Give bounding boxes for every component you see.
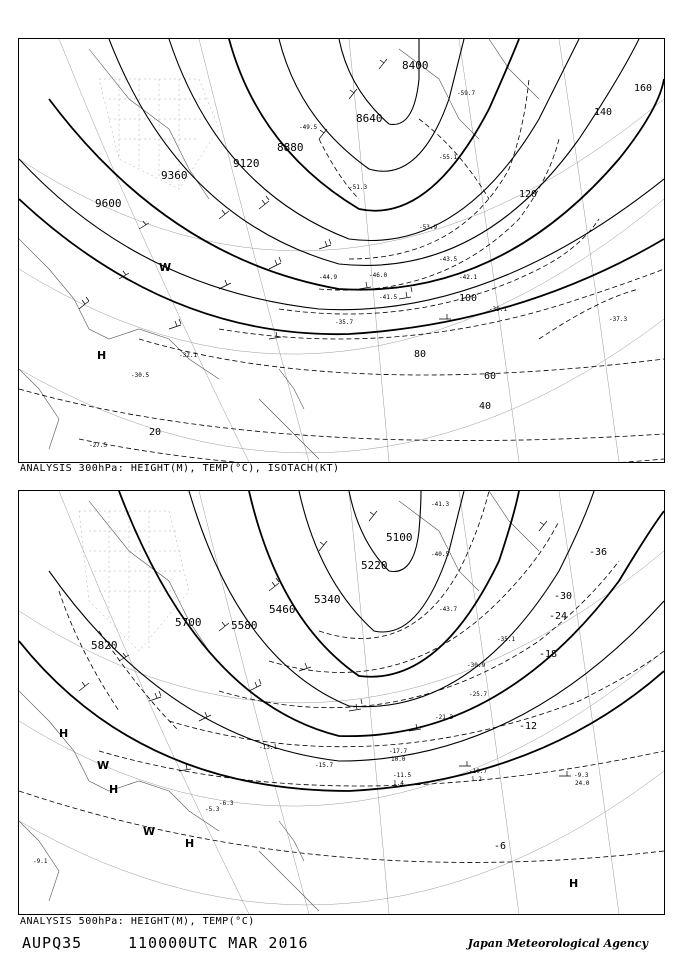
station-value: -43.7 [439, 606, 458, 613]
high-pressure-marker: H [59, 727, 69, 740]
station-value: -9.1 [33, 858, 48, 865]
station-value: -17.7 [389, 748, 408, 755]
station-value: -40.5 [431, 551, 450, 558]
isotach-label: 160 [634, 83, 653, 94]
station-value: -30.9 [467, 662, 486, 669]
height-label: 5340 [314, 593, 341, 606]
station-value: -6.3 [219, 800, 234, 807]
station-value: -10.7 [469, 768, 488, 775]
warm-marker: W [97, 759, 110, 772]
warm-marker: W [159, 261, 172, 274]
station-value: 10.0 [391, 756, 406, 763]
map-panel-500hpa [18, 490, 665, 915]
high-pressure-marker: H [109, 783, 119, 796]
isotach-label: 140 [594, 107, 613, 118]
height-contours [19, 39, 664, 334]
temperature-label: -24 [549, 611, 568, 622]
caption-500hpa: ANALYSIS 500hPa: HEIGHT(M), TEMP(°C) [20, 916, 255, 927]
isotach-label: 20 [149, 427, 162, 438]
station-value: -43.5 [439, 256, 458, 263]
high-pressure-marker: H [185, 837, 195, 850]
high-pressure-marker: H [97, 349, 107, 362]
height-label: 5700 [175, 616, 202, 629]
station-value: -41.5 [379, 294, 398, 301]
map-500hpa-svg [19, 491, 664, 914]
station-value: -35.7 [335, 319, 354, 326]
station-value: -27.5 [89, 442, 108, 449]
agency-credit: Japan Meteorological Agency [467, 937, 648, 950]
station-value: -46.0 [369, 272, 388, 279]
height-labels [91, 531, 413, 652]
station-value: -13.1 [259, 744, 278, 751]
temperature-labels [494, 547, 607, 852]
temperature-label: -6 [494, 841, 507, 852]
station-value: 1.4 [393, 780, 404, 787]
station-value: -59.7 [457, 90, 476, 97]
temperature-label: -30 [554, 591, 573, 602]
coastlines [19, 39, 539, 459]
height-label: 9600 [95, 197, 122, 210]
station-value: -53.9 [419, 224, 438, 231]
height-label: 5460 [269, 603, 296, 616]
caption-300hpa: ANALYSIS 300hPa: HEIGHT(M), TEMP(°C), ISOTACH(KT) [20, 463, 340, 474]
height-label: 5580 [231, 619, 258, 632]
isotach-label: 60 [484, 371, 497, 382]
station-value: -44.9 [319, 274, 338, 281]
height-label: 8400 [402, 59, 429, 72]
station-value: -21.3 [435, 714, 454, 721]
height-label: 5100 [386, 531, 413, 544]
height-label: 8640 [356, 112, 383, 125]
station-value: -32.1 [179, 352, 198, 359]
map-panel-300hpa [18, 38, 665, 463]
station-value: 24.0 [575, 780, 590, 787]
valid-time: 110000UTC MAR 2016 [128, 934, 309, 952]
station-value: -35.1 [497, 636, 516, 643]
station-value: -39.1 [489, 306, 508, 313]
high-pressure-marker: H [569, 877, 579, 890]
station-value: -37.3 [609, 316, 628, 323]
station-value: -25.7 [469, 691, 488, 698]
station-value: -30.5 [131, 372, 150, 379]
height-label: 8880 [277, 141, 304, 154]
pressure-centers [97, 261, 171, 362]
height-labels [95, 59, 429, 210]
station-value: -15.7 [315, 762, 334, 769]
height-label: 9360 [161, 169, 188, 182]
isotach-label: 100 [459, 293, 478, 304]
station-values [33, 501, 590, 865]
wind-barbs [79, 511, 571, 776]
station-value: -5.3 [205, 806, 220, 813]
isotach-label: 40 [479, 401, 492, 412]
isotach-label: 80 [414, 349, 427, 360]
latlon-grid [19, 39, 664, 462]
isotach-labels [149, 83, 652, 438]
station-value: -11.5 [393, 772, 412, 779]
station-value: -42.1 [459, 274, 478, 281]
height-label: 5220 [361, 559, 388, 572]
station-value: -55.1 [439, 154, 458, 161]
map-300hpa-svg [19, 39, 664, 462]
isotach-contours [19, 79, 664, 462]
station-value: 1.2 [471, 776, 482, 783]
height-label: 9120 [233, 157, 260, 170]
temperature-label: -36 [589, 547, 608, 558]
pressure-centers [59, 727, 578, 890]
coastlines [19, 491, 539, 911]
warm-marker: W [143, 825, 156, 838]
temperature-label: -12 [519, 721, 538, 732]
station-value: -9.3 [574, 772, 589, 779]
chart-id: AUPQ35 [22, 934, 83, 952]
height-label: 5820 [91, 639, 118, 652]
temperature-label: -18 [539, 649, 558, 660]
station-value: -49.5 [299, 124, 318, 131]
station-value: -51.3 [349, 184, 368, 191]
isotach-label: 120 [519, 189, 538, 200]
station-value: -41.3 [431, 501, 450, 508]
